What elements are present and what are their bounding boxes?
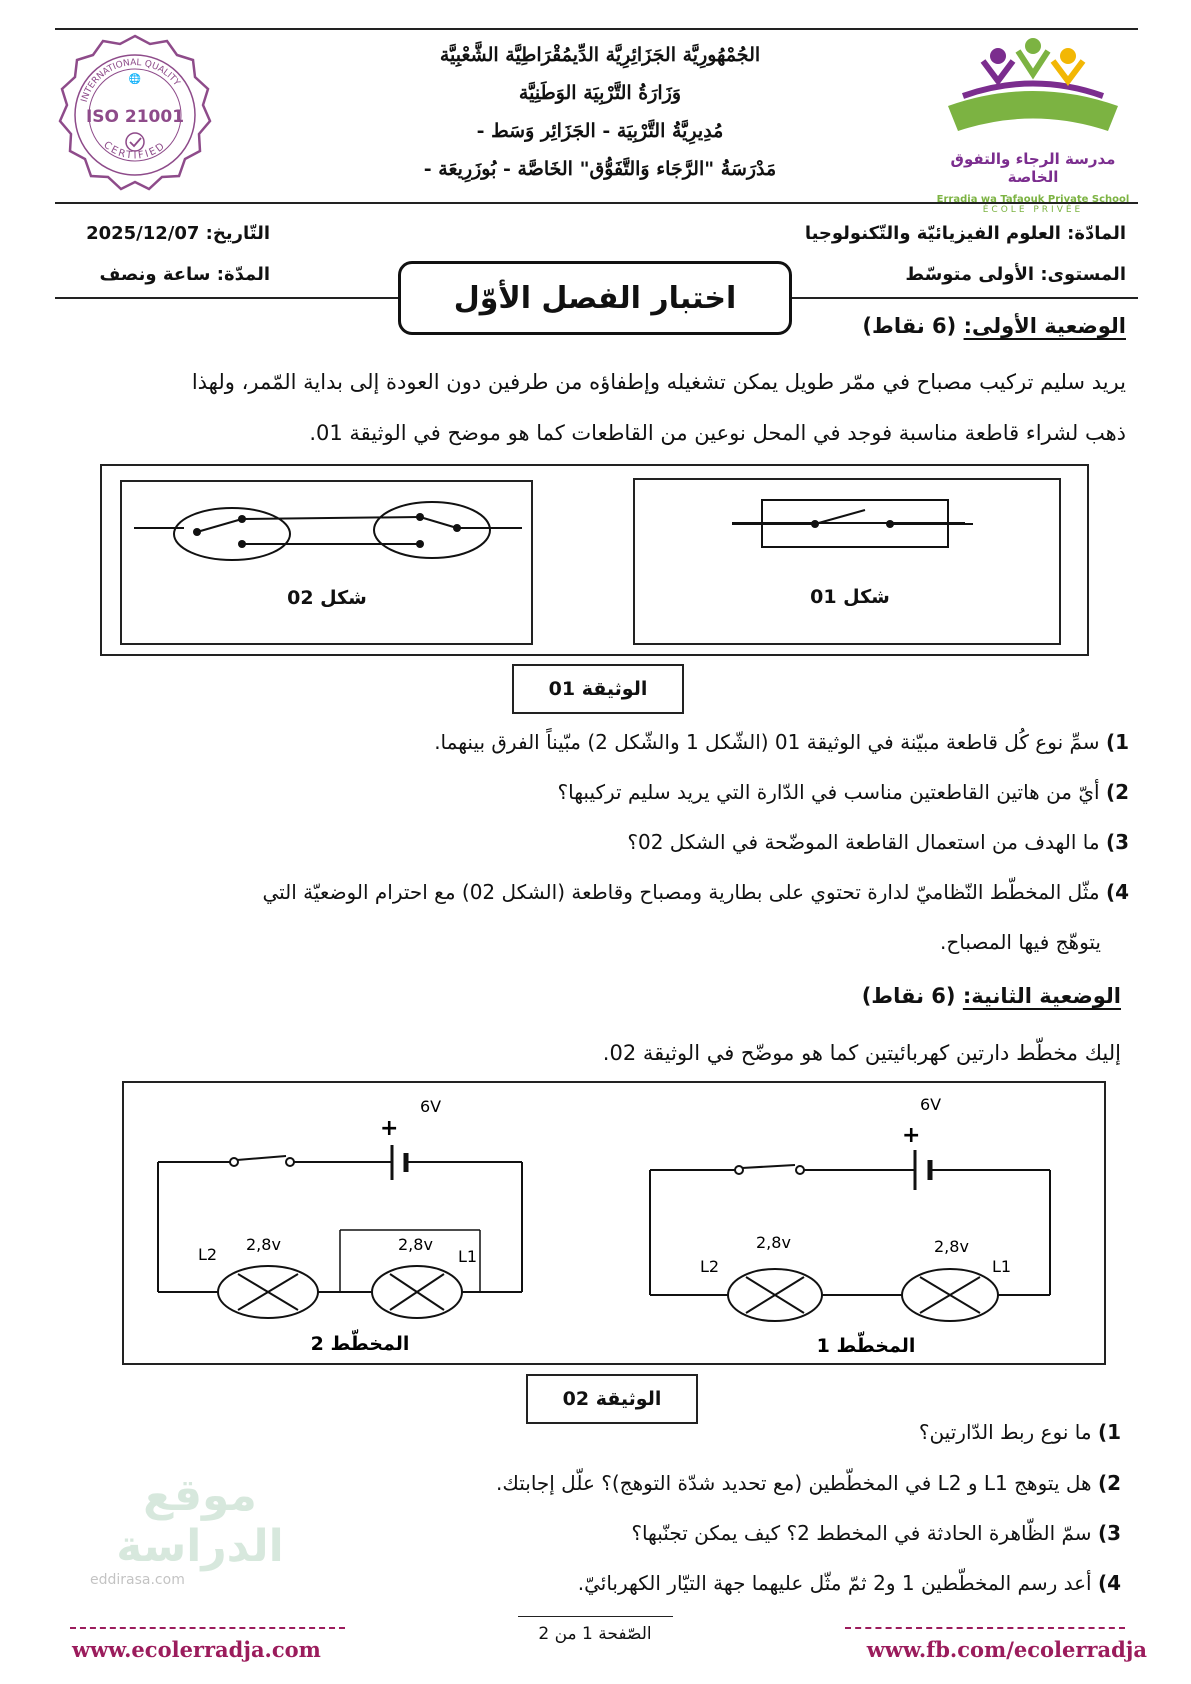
section1-title-label: الوضعية الأولى: xyxy=(963,314,1126,338)
question-text: سمّ الظّاهرة الحادثة في المخطط 2؟ كيف يمكن تجنّبها؟ xyxy=(631,1521,1092,1545)
iso-certification-badge xyxy=(52,32,218,198)
section1-intro-line2: ذهب لشراء قاطعة مناسبة فوجد في المحل نوعين من القاطعات كما هو موضح في الوثيقة 01. xyxy=(309,421,1126,445)
section2-points: (6 نقاط) xyxy=(861,984,956,1008)
svg-text:🌐: 🌐 xyxy=(128,74,142,85)
section1-question-4 xyxy=(262,880,1129,904)
question-text: هل يتوهج L1 و L2 في المخطّطين (مع تحديد شدّة التوهج)؟ علّل إجابتك. xyxy=(496,1471,1092,1495)
page-number: الصّفحة 1 من 2 xyxy=(538,1624,652,1644)
question-text: مثّل المخطّط النّظاميّ لدارة تحتوي على بطارية ومصباح وقاطعة (الشكل 02) مع احترام الوضعيّة التي xyxy=(262,880,1100,904)
circuit2-label: المخطّط 2 xyxy=(310,1333,410,1355)
facebook-link[interactable]: www.fb.com/ecolerradja xyxy=(866,1637,1147,1662)
document-01-label: الوثيقة 01 xyxy=(512,664,684,714)
circuit1-lamp-right-label: L1 xyxy=(992,1257,1012,1276)
question-number: 1) xyxy=(1105,730,1129,754)
eddirasa-watermark-domain: eddirasa.com xyxy=(90,1572,185,1588)
section2-question-3 xyxy=(631,1521,1121,1545)
question-text: ما الهدف من استعمال القاطعة الموضّحة في الشكل 02؟ xyxy=(627,830,1100,854)
circuit2-plus: + xyxy=(380,1116,399,1141)
circuit2-lamp-right-voltage: 2,8v xyxy=(398,1235,433,1254)
circuit1-label: المخطّط 1 xyxy=(816,1335,916,1357)
question-text: سمِّ نوع كُل قاطعة مبيّنة في الوثيقة 01 (الشّكل 1 والشّكل 2) مبّيناً الفرق بينهما. xyxy=(434,730,1100,754)
circuit1-lamp-left-voltage: 2,8v xyxy=(756,1233,791,1252)
question-text: ما نوع ربط الدّارتين؟ xyxy=(918,1420,1092,1444)
section1-question-2 xyxy=(557,780,1129,804)
section1-question-3 xyxy=(627,830,1129,854)
header-ministry: وَزَارَةُ التَّرْبِيَة الوَطَنِيَّة xyxy=(518,82,682,104)
simple-switch-diagram xyxy=(635,480,1060,590)
section1-question-4-cont xyxy=(940,930,1101,954)
exam-date: التّاريخ: 2025/12/07 xyxy=(86,223,270,244)
question-text: أيّ من هاتين القاطعتين مناسب في الدّارة التي يريد سليم تركيبها؟ xyxy=(557,780,1100,804)
school-logo-sub: ÉCOLE PRIVÉE xyxy=(982,205,1084,215)
footer-center-rule xyxy=(518,1616,673,1617)
question-number: 4) xyxy=(1105,880,1129,904)
header-directorate: مُدِيرِيَّةُ التَّرْبِيَة - الجَزَائِر وَسَط - xyxy=(476,120,724,142)
section1-question-1 xyxy=(434,730,1129,754)
school-logo-name-en: Erradja wa Tafaouk Private School xyxy=(936,194,1130,205)
section1-intro-line1: يريد سليم تركيب مصباح في ممّر طويل يمكن تشغيله وإطفاؤه من طرفين دون العودة إلى بداية المّمر، ولهذا xyxy=(191,370,1126,394)
question-number: 2) xyxy=(1105,780,1129,804)
title-rule-left xyxy=(55,297,398,299)
question-number: 1) xyxy=(1097,1420,1121,1444)
header-school: مَدْرَسَةُ "الرَّجَاء وَالتَّفَوُّق" الخَاصَّة - بُوزَرِيعَة - xyxy=(423,158,777,180)
eddirasa-watermark-ar: موقع الدراسة xyxy=(116,1470,284,1572)
section2-question-2 xyxy=(496,1471,1121,1495)
website-link[interactable]: www.ecolerradja.com xyxy=(72,1637,321,1662)
question-number: 4) xyxy=(1097,1571,1121,1595)
exam-title: اختبار الفصل الأوّل xyxy=(398,261,792,335)
question-number: 3) xyxy=(1097,1521,1121,1545)
figure-02-label: شكل 02 xyxy=(287,587,367,609)
circuit2-lamp-left-voltage: 2,8v xyxy=(246,1235,281,1254)
section2-question-4 xyxy=(578,1571,1121,1595)
circuit-diagram-1 xyxy=(640,1090,1090,1360)
exam-subject: المادّة: العلوم الفيزيائيّة والتّكنولوجيا xyxy=(804,223,1126,244)
svg-text:ISO 21001: ISO 21001 xyxy=(85,107,185,127)
footer-left-dots xyxy=(70,1627,345,1629)
footer-right-dots xyxy=(845,1627,1125,1629)
figure-01-panel xyxy=(633,478,1061,645)
header-top-rule xyxy=(55,28,1138,30)
question-number: 2) xyxy=(1097,1471,1121,1495)
figure-01-label: شكل 01 xyxy=(810,586,890,608)
title-rule-right xyxy=(792,297,1138,299)
circuit1-lamp-left-label: L2 xyxy=(700,1257,720,1276)
question-text: يتوهّج فيها المصباح. xyxy=(940,930,1101,954)
iso-badge-top-text: INTERNATIONAL QUALITY xyxy=(79,57,182,104)
two-way-switch-diagram xyxy=(122,482,532,592)
circuit2-lamp-right-label: L1 xyxy=(458,1247,478,1266)
figure-02-panel xyxy=(120,480,533,645)
document-02-label: الوثيقة 02 xyxy=(526,1374,698,1424)
section2-question-1 xyxy=(919,1420,1121,1444)
exam-level: المستوى: الأولى متوسّط xyxy=(905,264,1126,285)
circuit1-lamp-right-voltage: 2,8v xyxy=(934,1237,969,1256)
question-number: 3) xyxy=(1105,830,1129,854)
section2-intro: إليك مخطّط دارتين كهربائيتين كما هو موضّح في الوثيقة 02. xyxy=(602,1041,1121,1065)
school-logo xyxy=(928,36,1138,215)
circuit1-battery-voltage: 6V xyxy=(920,1095,942,1114)
eddirasa-watermark xyxy=(70,1470,330,1588)
section1-points: (6 نقاط) xyxy=(862,314,957,338)
section2-title xyxy=(862,984,1121,1008)
header-bottom-rule xyxy=(55,202,1138,204)
svg-text:CERTIFIED: CERTIFIED xyxy=(101,139,169,162)
circuit2-battery-voltage: 6V xyxy=(420,1097,442,1116)
section2-title-label: الوضعية الثانية: xyxy=(962,984,1121,1008)
circuit2-lamp-left-label: L2 xyxy=(198,1245,218,1264)
question-text: أعد رسم المخطّطين 1 و2 ثمّ مثّل عليهما جهة التيّار الكهربائيّ. xyxy=(577,1571,1092,1595)
school-logo-name-ar: مدرسة الرجاء والتفوق الخاصة xyxy=(950,150,1116,186)
exam-duration: المدّة: ساعة ونصف xyxy=(99,264,270,285)
circuit-diagram-2 xyxy=(140,1090,560,1360)
circuit1-plus: + xyxy=(902,1123,921,1148)
section1-title xyxy=(862,314,1126,338)
header-republic: الجُمْهُورِيَّة الجَزَائِرِيَّة الدِّيمُقْرَاطِيَّة الشَّعْبِيَّة xyxy=(439,44,761,66)
